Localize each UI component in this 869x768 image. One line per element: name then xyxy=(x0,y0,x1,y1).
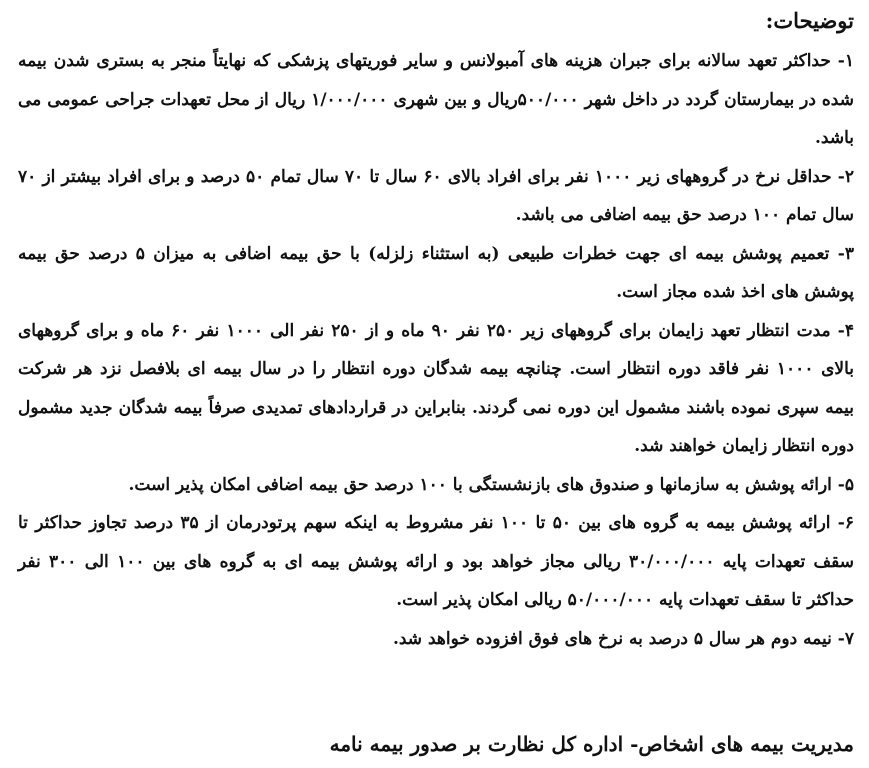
note-item-2: ۲- حداقل نرخ در گروههای زیر ۱۰۰۰ نفر برای افراد بالای ۶۰ سال تا ۷۰ سال تمام ۵۰ درصد و برای افراد بیشتر از ۷۰ سال تمام ۱۰۰ درصد حق بیمه اضافی می باشد. xyxy=(18,166,854,225)
note-item-4: ۴- مدت انتظار تعهد زایمان برای گروههای زیر ۲۵۰ نفر ۹۰ ماه و از ۲۵۰ نفر الی ۱۰۰۰ نفر ۶۰ ماه و برای گروههای بالای ۱۰۰۰ نفر فاقد دوره انتظار است. چنانچه بیمه شدگان دوره انتظار را در سال بیمه ای بلافصل نزد هر شرکت بیمه سپری نموده باشند مشمول این دوره نمی گردند. بنابراین در قراردادهای تمدیدی صرفاً بیمه شدگان جدید مشمول دوره انتظار زایمان خواهند شد. xyxy=(18,320,854,456)
department-footer: مدیریت بیمه های اشخاص- اداره کل نظارت بر صدور بیمه نامه xyxy=(329,732,854,756)
note-item-3: ۳- تعمیم پوشش بیمه ای جهت خطرات طبیعی (به استثناء زلزله) با حق بیمه اضافی به میزان ۵ درصد حق بیمه پوشش های اخذ شده مجاز است. xyxy=(18,243,854,302)
note-item-6: ۶- ارائه پوشش بیمه به گروه های بین ۵۰ تا ۱۰۰ نفر مشروط به اینکه سهم پرتودرمان از ۳۵ درصد تجاوز حداکثر تا سقف تعهدات پایه ۳۰/۰۰۰/۰۰۰ ریالی مجاز خواهد بود و ارائه پوشش بیمه ای به گروه های بین ۱۰۰ الی ۳۰۰ نفر حداکثر تا سقف تعهدات پایه ۵۰/۰۰۰/۰۰۰ ریالی امکان پذیر است. xyxy=(18,513,855,610)
note-item-7: ۷- نیمه دوم هر سال ۵ درصد به نرخ های فوق افزوده خواهد شد. xyxy=(392,628,854,649)
note-item-5: ۵- ارائه پوشش به سازمانها و صندوق های بازنشستگی با ۱۰۰ درصد حق بیمه اضافی امکان پذیر است. xyxy=(128,474,854,495)
note-item-1: ۱- حداکثر تعهد سالانه برای جبران هزینه های آمبولانس و سایر فوریتهای پزشکی که نهایتاً منجر به بستری شدن بیمه شده در بیمارستان گردد در داخل شهر ۵۰۰/۰۰۰ریال و بین شهری ۱/۰۰۰/۰۰۰ ریال از محل تعهدات جراحی عمومی می باشد. xyxy=(18,51,854,148)
notes-section xyxy=(18,6,854,658)
notes-heading: توضیحات: xyxy=(765,8,854,33)
